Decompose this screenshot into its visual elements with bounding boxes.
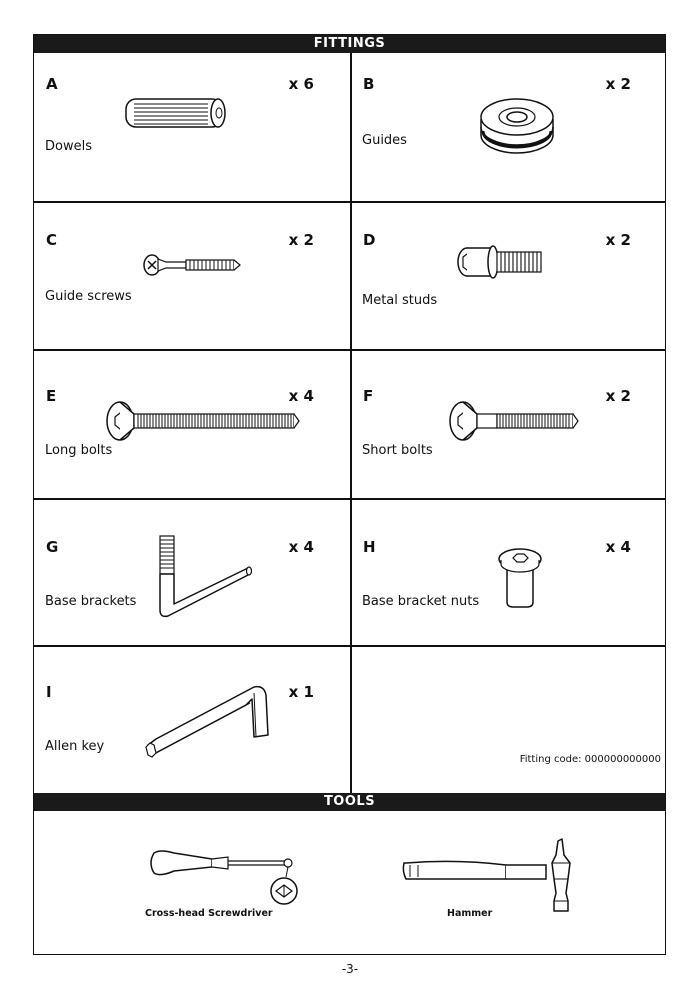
base-bracket-icon bbox=[152, 532, 262, 624]
fitting-cell-f bbox=[351, 349, 667, 498]
fitting-quantity: x 6 bbox=[288, 75, 314, 93]
fitting-letter: D bbox=[363, 231, 376, 249]
fitting-cell-a bbox=[34, 53, 350, 201]
fitting-letter: H bbox=[363, 538, 376, 556]
fittings-sheet bbox=[33, 34, 666, 955]
fitting-letter: C bbox=[46, 231, 58, 249]
fitting-cell-b bbox=[351, 53, 667, 201]
fitting-name: Base bracket nuts bbox=[362, 594, 480, 609]
allen-key-icon bbox=[142, 683, 272, 767]
fitting-name: Guides bbox=[362, 133, 407, 148]
tools-header: TOOLS bbox=[34, 793, 665, 811]
fitting-quantity: x 4 bbox=[288, 387, 314, 405]
bracket-nut-icon bbox=[497, 546, 543, 610]
fitting-cell-i bbox=[34, 645, 350, 793]
fitting-code: Fitting code: 000000000000 bbox=[519, 754, 661, 765]
fitting-cell-h bbox=[351, 498, 667, 645]
fittings-header: FITTINGS bbox=[34, 35, 665, 53]
fitting-quantity: x 1 bbox=[288, 683, 314, 701]
fitting-name: Long bolts bbox=[45, 443, 113, 458]
fitting-cell-d bbox=[351, 201, 667, 349]
page-number: -3- bbox=[341, 962, 359, 976]
hammer-icon bbox=[396, 835, 592, 923]
short-bolt-icon bbox=[447, 399, 581, 443]
guide-icon bbox=[475, 91, 559, 159]
tool-name: Hammer bbox=[447, 908, 493, 919]
fitting-name: Metal studs bbox=[362, 293, 438, 308]
fitting-letter: G bbox=[46, 538, 59, 556]
fitting-quantity: x 2 bbox=[605, 387, 631, 405]
fitting-quantity: x 2 bbox=[288, 231, 314, 249]
fitting-letter: I bbox=[46, 683, 52, 701]
fitting-letter: B bbox=[363, 75, 375, 93]
fitting-letter: F bbox=[363, 387, 374, 405]
metal-stud-icon bbox=[455, 241, 555, 283]
fitting-cell-g bbox=[34, 498, 350, 645]
fitting-name: Base brackets bbox=[45, 594, 137, 609]
fitting-cell-c bbox=[34, 201, 350, 349]
fitting-name: Allen key bbox=[45, 739, 105, 754]
long-bolt-icon bbox=[104, 399, 302, 443]
fitting-code-cell bbox=[351, 645, 667, 793]
fitting-name: Dowels bbox=[45, 139, 92, 154]
fitting-quantity: x 2 bbox=[605, 75, 631, 93]
tool-name: Cross-head Screwdriver bbox=[145, 908, 273, 919]
screwdriver-icon bbox=[146, 841, 306, 907]
fitting-letter: E bbox=[46, 387, 57, 405]
fitting-cell-e bbox=[34, 349, 350, 498]
fitting-name: Guide screws bbox=[45, 289, 132, 304]
fitting-name: Short bolts bbox=[362, 443, 433, 458]
fitting-letter: A bbox=[46, 75, 58, 93]
guide-screw-icon bbox=[140, 251, 250, 279]
tools-area bbox=[34, 811, 665, 954]
dowel-icon bbox=[122, 93, 232, 133]
fitting-quantity: x 4 bbox=[288, 538, 314, 556]
fitting-quantity: x 4 bbox=[605, 538, 631, 556]
fitting-quantity: x 2 bbox=[605, 231, 631, 249]
